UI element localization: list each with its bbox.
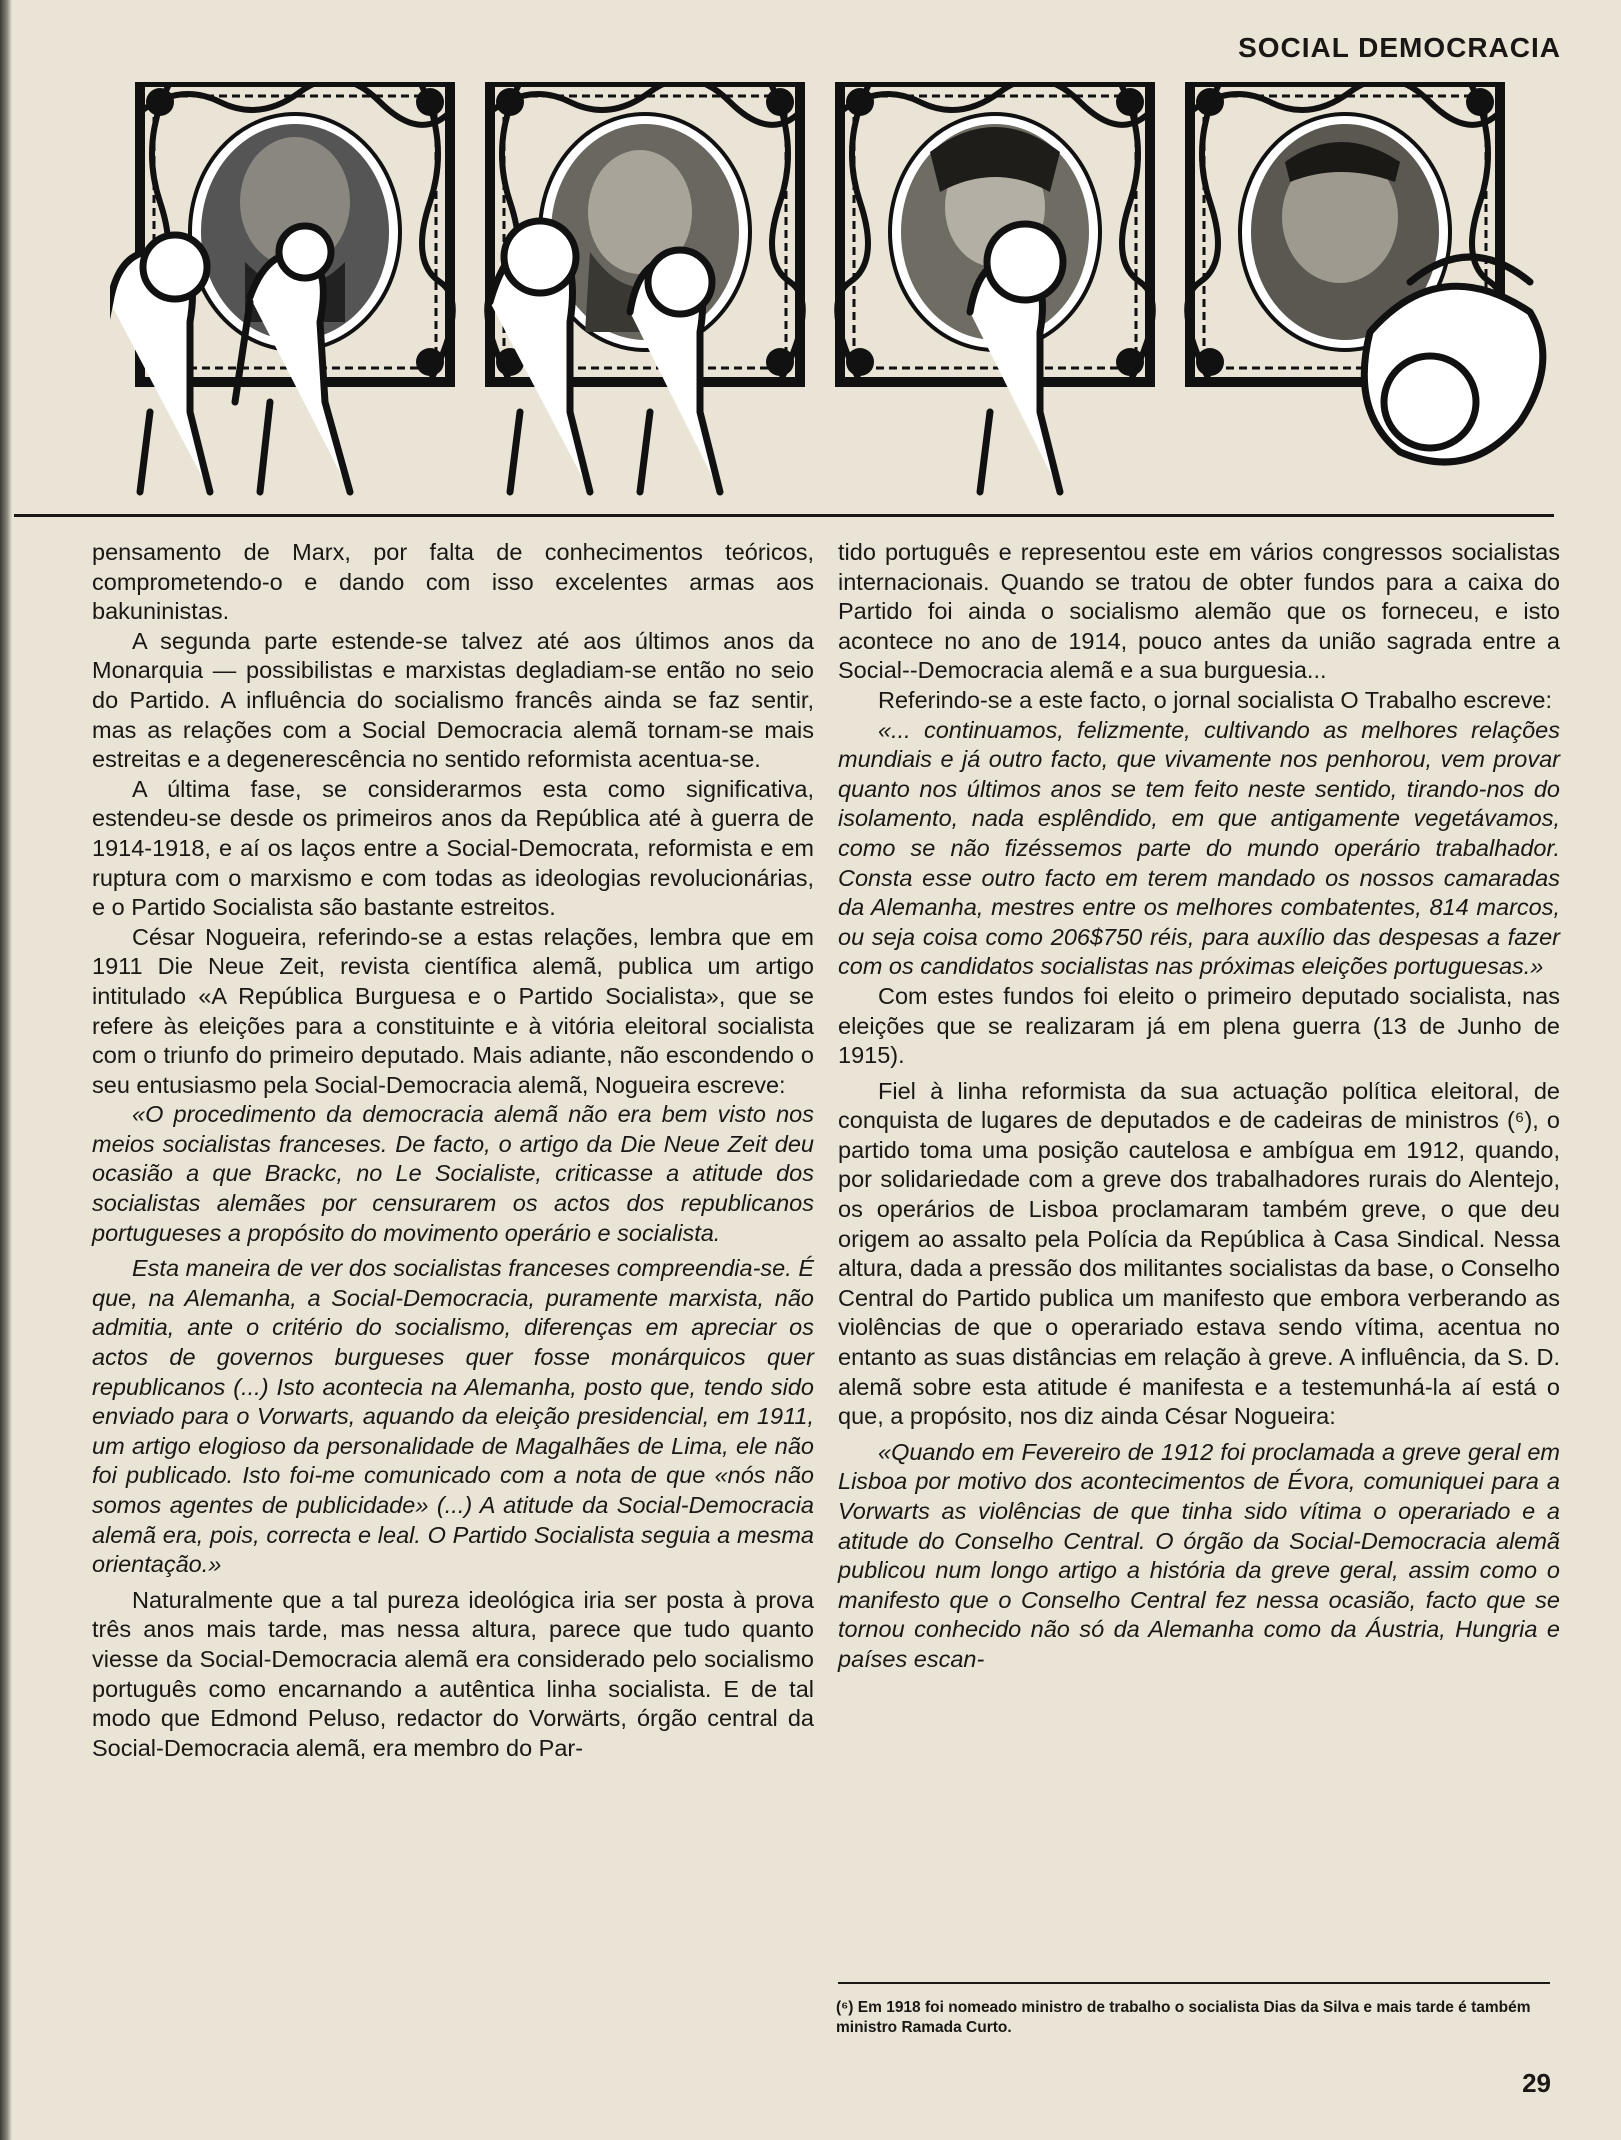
paragraph: Naturalmente que a tal pureza ideológica iria ser posta à prova três anos mais tarde, mas nessa altura, parece que tudo quanto viesse da Social-Democracia alemã era considerado pelo socialismo português como encarnando a autêntica linha socialista. E de tal modo que Edmond Peluso, redactor do Vorwärts, órgão central da Social-Democracia alemã, era membro do Par- bbox=[92, 1586, 814, 1761]
section-title: SOCIAL DEMOCRACIA bbox=[1238, 32, 1561, 63]
paragraph: pensamento de Marx, por falta de conhecimentos teóricos, comprometendo-o e dando com isso excelentes armas aos bakuninistas. bbox=[92, 539, 814, 625]
paragraph: César Nogueira, referindo-se a estas relações, lembra que em 1911 Die Neue Zeit, revista científica alemã, publica um artigo intitulado «A República Burguesa e o Partido Socialista», que se refere às eleições para a constituinte e à vitória eleitoral socialista com o triunfo do primeiro deputado. Mais adiante, não escondendo o seu entusiasmo pela Social-Democracia alemã, Nogueira escreve: bbox=[92, 923, 814, 1098]
footnote: (⁶) Em 1918 foi nomeado ministro de trabalho o socialista Dias da Silva e mais tarde é também ministro Ramada Curto. bbox=[836, 1999, 1531, 2036]
footnote-divider bbox=[838, 1982, 1550, 1984]
left-column bbox=[92, 538, 814, 1763]
paragraph: A segunda parte estende-se talvez até aos últimos anos da Monarquia — possibilistas e marxistas degladiam-se então no seio do Partido. A influência do socialismo francês ainda se faz sentir, mas as relações com a Social Democracia alemã tornam-se mais estreitas e a degenerescência no sentido reformista acentua-se. bbox=[92, 627, 814, 773]
paragraph: tido português e representou este em vários congressos socialistas internacionais. Quando se tratou de obter fundos para a caixa do Partido foi ainda o socialismo alemão que os forneceu, e isto acontece no ano de 1914, pouco antes da união sagrada entre a Social--Democracia alemã e a sua burguesia... bbox=[838, 539, 1560, 684]
cartoon-illustration bbox=[110, 82, 1560, 502]
right-column bbox=[838, 538, 1560, 1675]
quote-paragraph: «O procedimento da democracia alemã não era bem visto nos meios socialistas franceses. De facto, o artigo da Die Neue Zeit deu ocasião a que Brackc, no Le Socialiste, criticasse a atitude dos socialistas alemães por censurarem os actos dos republicanos portugueses a propósito do movimento operário e socialista. bbox=[92, 1101, 814, 1246]
paragraph: A última fase, se considerarmos esta como significativa, estendeu-se desde os primeiros anos da República até à guerra de 1914-1918, e aí os laços entre a Social-Democrata, reformista e em ruptura com o marxismo e com todas as ideologias revolucionárias, e o Partido Socialista são bastante estreitos. bbox=[92, 775, 814, 921]
binding-shadow bbox=[0, 0, 12, 2140]
illustration-banner bbox=[110, 82, 1560, 502]
header-divider bbox=[14, 514, 1554, 517]
quote-paragraph: «Quando em Fevereiro de 1912 foi proclamada a greve geral em Lisboa por motivo dos acontecimentos de Évora, comuniquei para a Vorwarts as violências de que tinha sido vítima o operariado e a atitude do Conselho Central. O órgão da Social-Democracia alemã publicou num longo artigo a história da greve geral, assim como o manifesto que o Conselho Central fez nessa ocasião, facto que se tornou conhecido não só da Alemanha como da Áustria, Hungria e países escan- bbox=[838, 1438, 1560, 1672]
paragraph: Fiel à linha reformista da sua actuação política eleitoral, de conquista de lugares de deputados e de cadeiras de ministros (⁶), o partido toma uma posição cautelosa e ambígua em 1912, quando, por solidariedade com a greve dos trabalhadores rurais do Alentejo, os operários de Lisboa proclamaram também greve, o que deu origem ao assalto pela Polícia da República à Casa Sindical. Nessa altura, dada a pressão dos militantes socialistas da base, o Conselho Central do Partido publica um manifesto que embora verberando as violências de que o operariado estava sendo vítima, acentua no entanto as suas distâncias em relação à greve. A influência, da S. D. alemã sobre esta atitude é manifesta e a testemunhá-la aí está o que, a propósito, nos diz ainda César Nogueira: bbox=[838, 1077, 1560, 1430]
quote-paragraph: Esta maneira de ver dos socialistas franceses compreendia-se. É que, na Alemanha, a Social-Democracia, puramente marxista, não admitia, ante o critério do socialismo, diferenças em apreciar os actos de governos burgueses quer fosse monárquicos quer republicanos (...) Isto acontecia na Alemanha, posto que, tendo sido enviado para o Vorwarts, aquando da eleição presidencial, em 1911, um artigo elogioso da personalidade de Magalhães de Lima, ele não foi publicado. Isto foi-me comunicado com a nota de que «nós não somos agentes de publicidade» (...) A atitude da Social-Democracia alemã era, pois, correcta e leal. O Partido Socialista seguia a mesma orientação.» bbox=[92, 1255, 814, 1578]
paragraph: Referindo-se a este facto, o jornal socialista O Trabalho escreve: bbox=[878, 686, 1553, 713]
quote-paragraph: «... continuamos, felizmente, cultivando as melhores relações mundiais e já outro facto, que vivamente nos penhorou, vem provar quanto nos últimos anos se tem feito neste sentido, tirando-nos do isolamento, nada esplêndido, em que antigamente vegetávamos, como se não fizéssemos parte do mundo operário trabalhador. Consta esse outro facto em terem mandado os nossos camaradas da Alemanha, mestres entre os melhores combatentes, 814 marcos, ou seja coisa como 206$750 réis, para auxílio das despesas a fazer com os candidatos socialistas nas próximas eleições portuguesas.» bbox=[838, 716, 1560, 980]
paragraph: Com estes fundos foi eleito o primeiro deputado socialista, nas eleições que se realizaram já em plena guerra (13 de Junho de 1915). bbox=[838, 982, 1560, 1069]
page-number: 29 bbox=[1522, 2068, 1551, 2098]
